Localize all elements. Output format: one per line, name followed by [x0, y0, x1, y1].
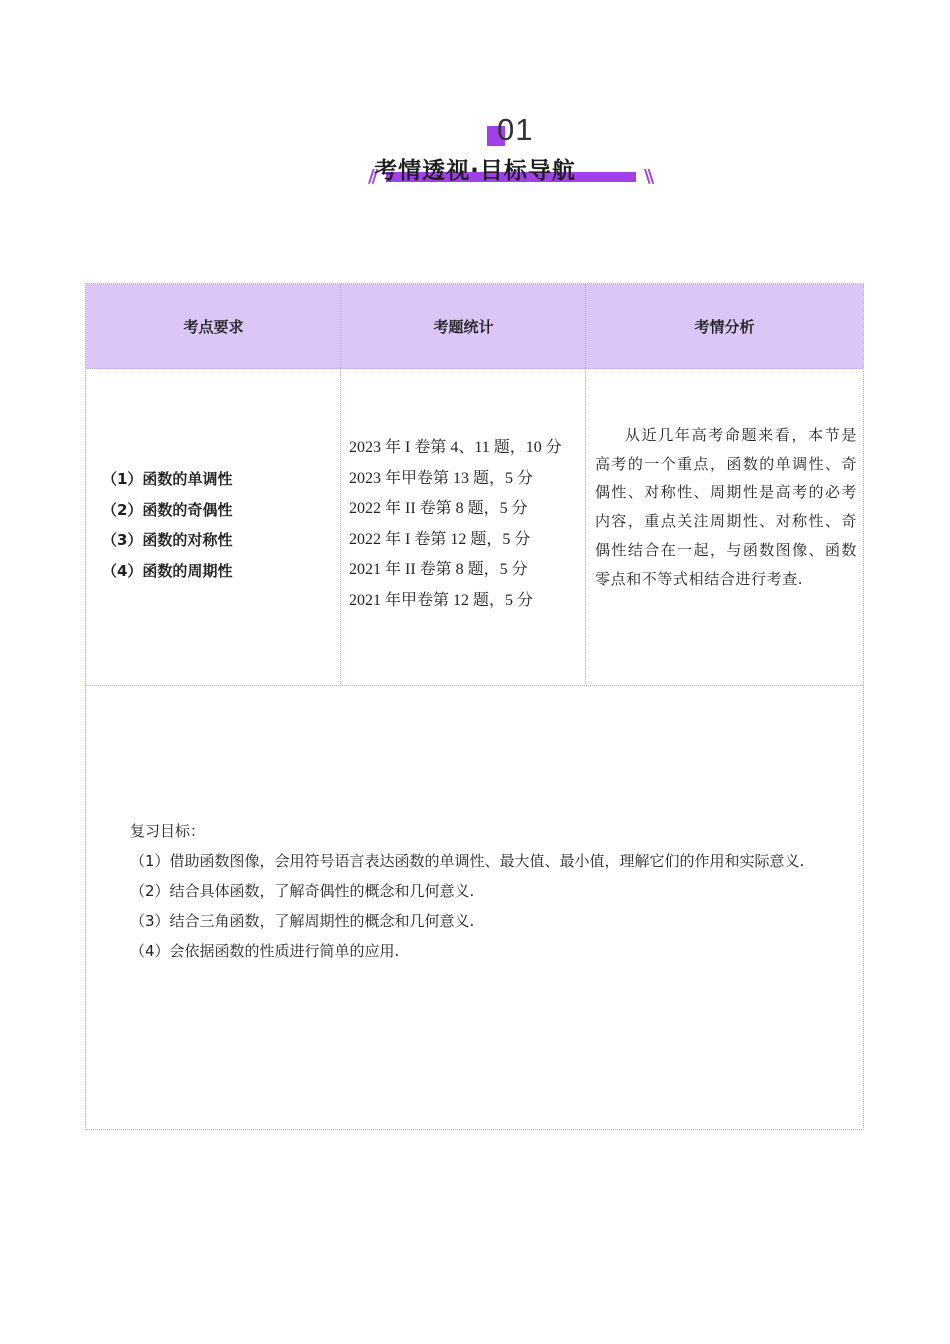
- left-slash-decoration: //: [368, 166, 376, 187]
- goal-item: （4）会依据函数的性质进行简单的应用.: [130, 942, 400, 960]
- section-title: 考情透视·目标导航: [374, 158, 576, 184]
- exam-points-list: [102, 464, 232, 586]
- list-item: 2023 年甲卷第 13 题，5 分: [349, 469, 534, 487]
- list-item: 2021 年 II 卷第 8 题，5 分: [349, 561, 528, 578]
- goal-item: （3）结合三角函数，了解周期性的概念和几何意义.: [130, 912, 475, 930]
- section-header: [0, 110, 950, 200]
- list-item: 2022 年 II 卷第 8 题，5 分: [349, 500, 528, 517]
- exam-analysis-text: 从近几年高考命题来看，本节是高考的一个重点，函数的单调性、奇偶性、对称性、周期性是高考的必考内容，重点关注周期性、对称性、奇偶性结合在一起，与函数图像、函数零点和不等式相结合进行考查.: [595, 426, 857, 588]
- exam-analysis-table: [85, 283, 864, 1130]
- list-item: 2022 年 I 卷第 12 题，5 分: [349, 530, 531, 548]
- list-item: （1）函数的单调性: [102, 470, 233, 488]
- review-goals: [96, 816, 856, 966]
- exam-stats-list: [349, 433, 562, 616]
- review-goals-label: 复习目标：: [130, 822, 206, 840]
- review-goals-row: [86, 686, 863, 1129]
- list-item: （2）函数的奇偶性: [102, 500, 233, 519]
- table-header-row: [86, 284, 863, 369]
- header-exam-analysis: 考情分析: [694, 317, 755, 336]
- goal-item: （1）借助函数图像，会用符号语言表达函数的单调性、最大值、最小值，理解它们的作用和实际意义.: [130, 852, 805, 870]
- table-content-row: [86, 369, 863, 686]
- right-slash-decoration: \\: [644, 166, 652, 187]
- goal-item: （2）结合具体函数，了解奇偶性的概念和几何意义.: [130, 882, 475, 900]
- list-item: （4）函数的周期性: [102, 561, 233, 580]
- header-exam-stats: 考题统计: [433, 317, 494, 336]
- list-item: 2021 年甲卷第 12 题，5 分: [349, 591, 534, 609]
- header-exam-points: 考点要求: [183, 317, 244, 336]
- section-number: 01: [497, 112, 534, 147]
- list-item: （3）函数的对称性: [102, 531, 233, 549]
- list-item: 2023 年 I 卷第 4、11 题，10 分: [349, 439, 562, 456]
- section-number-badge: [487, 112, 547, 152]
